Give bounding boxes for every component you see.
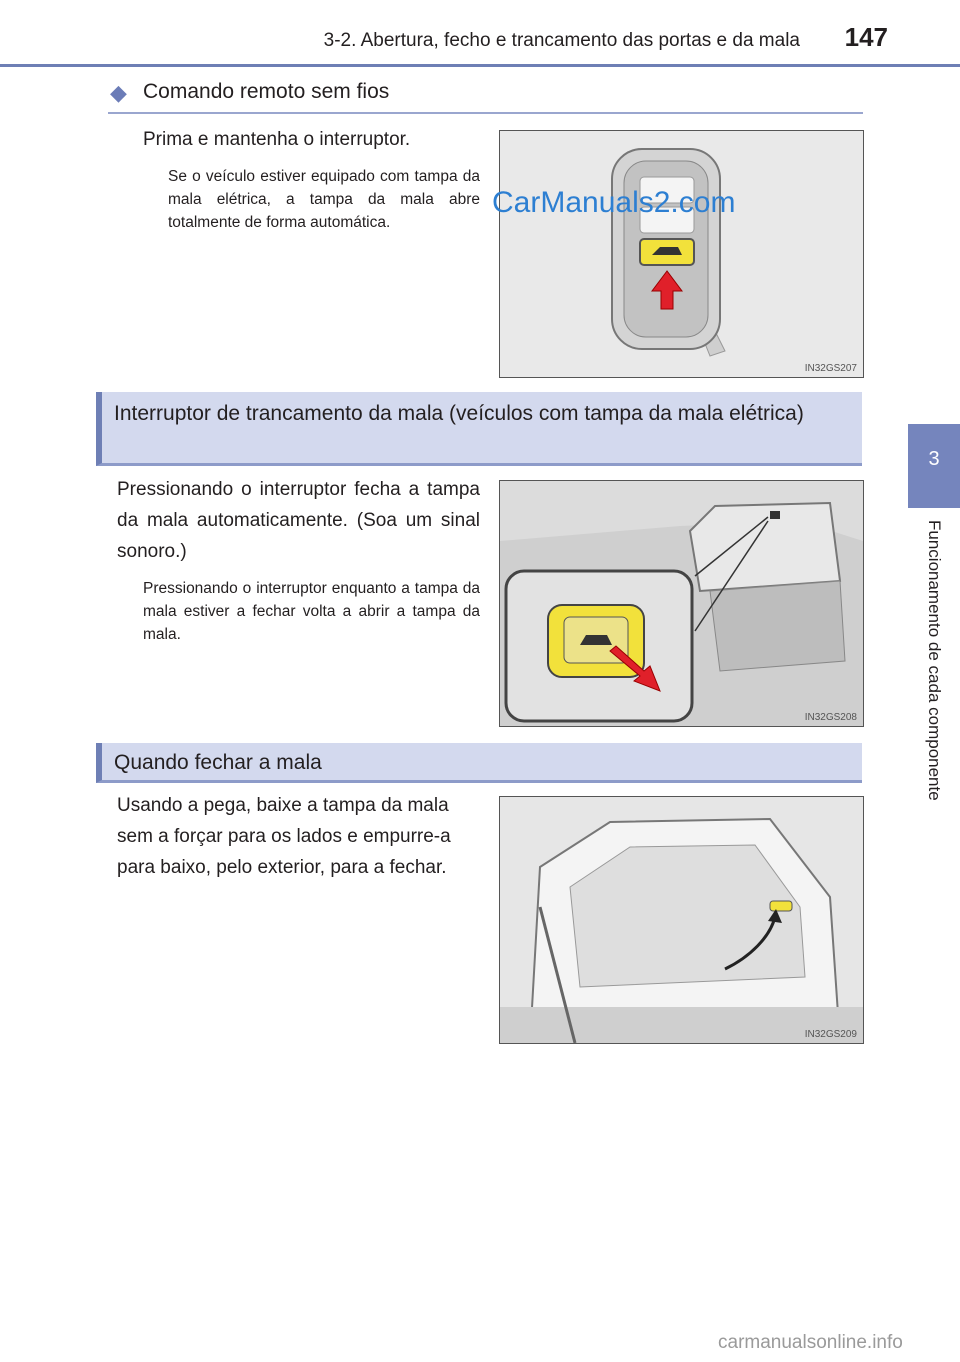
page-number: 147 bbox=[844, 22, 888, 52]
diamond-bullet-icon: ◆ bbox=[110, 80, 127, 105]
figure-trunk-closing bbox=[499, 796, 864, 1044]
running-header: 3-2. Abertura, fecho e trancamento das portas e da mala bbox=[323, 30, 800, 51]
trunk-closing-illustration bbox=[500, 797, 863, 1043]
lock-switch-note: Pressionando o interruptor enquanto a tampa da mala estiver a fechar volta a abrir a tampa da mala. bbox=[143, 580, 480, 643]
watermark-text: CarManuals2.com bbox=[492, 186, 736, 219]
closing-instruction: Usando a pega, baixe a tampa da mala sem a forçar para os lados e empurre-a para baixo, pelo exterior, para a fechar. bbox=[117, 795, 451, 878]
header-rule bbox=[0, 64, 960, 67]
chapter-number: 3 bbox=[928, 448, 940, 470]
remote-instruction: Prima e mantenha o interruptor. bbox=[143, 129, 411, 150]
section-heading-text: Interruptor de trancamento da mala (veículos com tampa da mala elétrica) bbox=[114, 402, 804, 425]
section-heading-lock-switch bbox=[96, 392, 862, 466]
figure-code: IN32GS209 bbox=[804, 1029, 857, 1040]
figure-code: IN32GS207 bbox=[804, 363, 857, 374]
chapter-title: Funcionamento de cada componente bbox=[925, 520, 944, 801]
remote-note: Se o veículo estiver equipado com tampa da mala elétrica, a tampa da mala abre totalmente de forma automática. bbox=[168, 168, 480, 231]
key-fob-illustration bbox=[500, 131, 863, 377]
chapter-title-vertical bbox=[914, 520, 954, 900]
footer-watermark: carmanualsonline.info bbox=[718, 1332, 903, 1353]
subheading-remote: Comando remoto sem fios bbox=[143, 80, 390, 103]
figure-key-fob bbox=[499, 130, 864, 378]
section-heading-text: Quando fechar a mala bbox=[114, 751, 322, 774]
figure-trunk-switch bbox=[499, 480, 864, 727]
lock-switch-instruction: Pressionando o interruptor fecha a tampa da mala automaticamente. (Soa um sinal sonoro.) bbox=[117, 479, 480, 562]
trunk-switch-illustration bbox=[500, 481, 863, 726]
section-heading-closing bbox=[96, 743, 862, 783]
figure-code: IN32GS208 bbox=[804, 712, 857, 723]
